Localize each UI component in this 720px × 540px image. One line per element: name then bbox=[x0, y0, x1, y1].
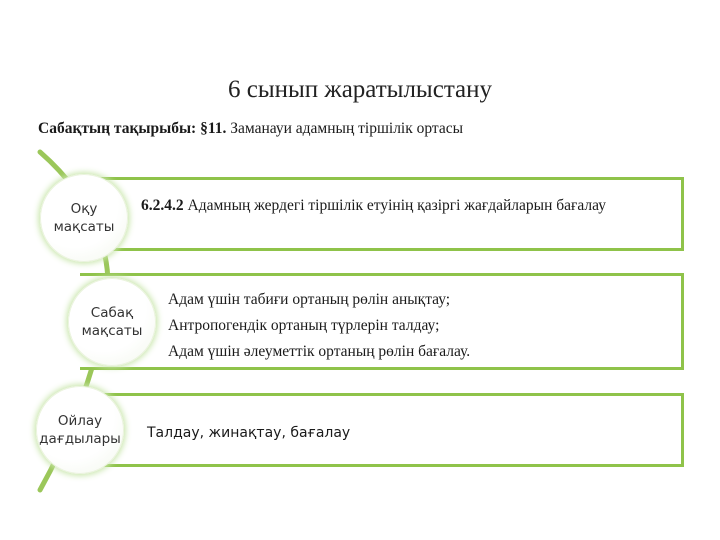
thinking-skills-text: Талдау, жинақтау, бағалау bbox=[147, 425, 351, 441]
learning-objective-circle bbox=[40, 174, 128, 262]
lesson-objective-item: Антропогендік ортаның түрлерін талдау; bbox=[168, 317, 440, 334]
learning-objective-text bbox=[141, 195, 676, 216]
topic-section: §11. bbox=[200, 120, 227, 137]
circle-label-line: Оқу bbox=[70, 201, 98, 217]
objective-description: Адамның жердегі тіршілік етуінің қазіргі жағдайларын бағалау bbox=[187, 197, 606, 214]
lesson-objective-item: Адам үшін әлеуметтік ортаның рөлін бағалау. bbox=[168, 343, 471, 360]
circle-label-line: Ойлау bbox=[57, 413, 103, 429]
lesson-objective-circle bbox=[68, 278, 156, 366]
slide-title: 6 сынып жаратылыстану bbox=[227, 76, 493, 103]
topic-text: Заманауи адамның тіршілік ортасы bbox=[230, 120, 464, 137]
objective-code: 6.2.4.2 bbox=[141, 197, 184, 214]
circle-label-line: мақсаты bbox=[81, 323, 143, 339]
lesson-objective-list bbox=[168, 287, 668, 365]
circle-label-line: дағдылары bbox=[39, 431, 121, 447]
lesson-objective-item: Адам үшін табиғи ортаның рөлін анықтау; bbox=[168, 291, 451, 308]
topic-label: Сабақтың тақырыбы: bbox=[38, 120, 197, 137]
circle-label-line: Сабақ bbox=[90, 305, 134, 321]
thinking-skills-circle bbox=[36, 386, 124, 474]
circle-label-line: мақсаты bbox=[53, 219, 115, 235]
